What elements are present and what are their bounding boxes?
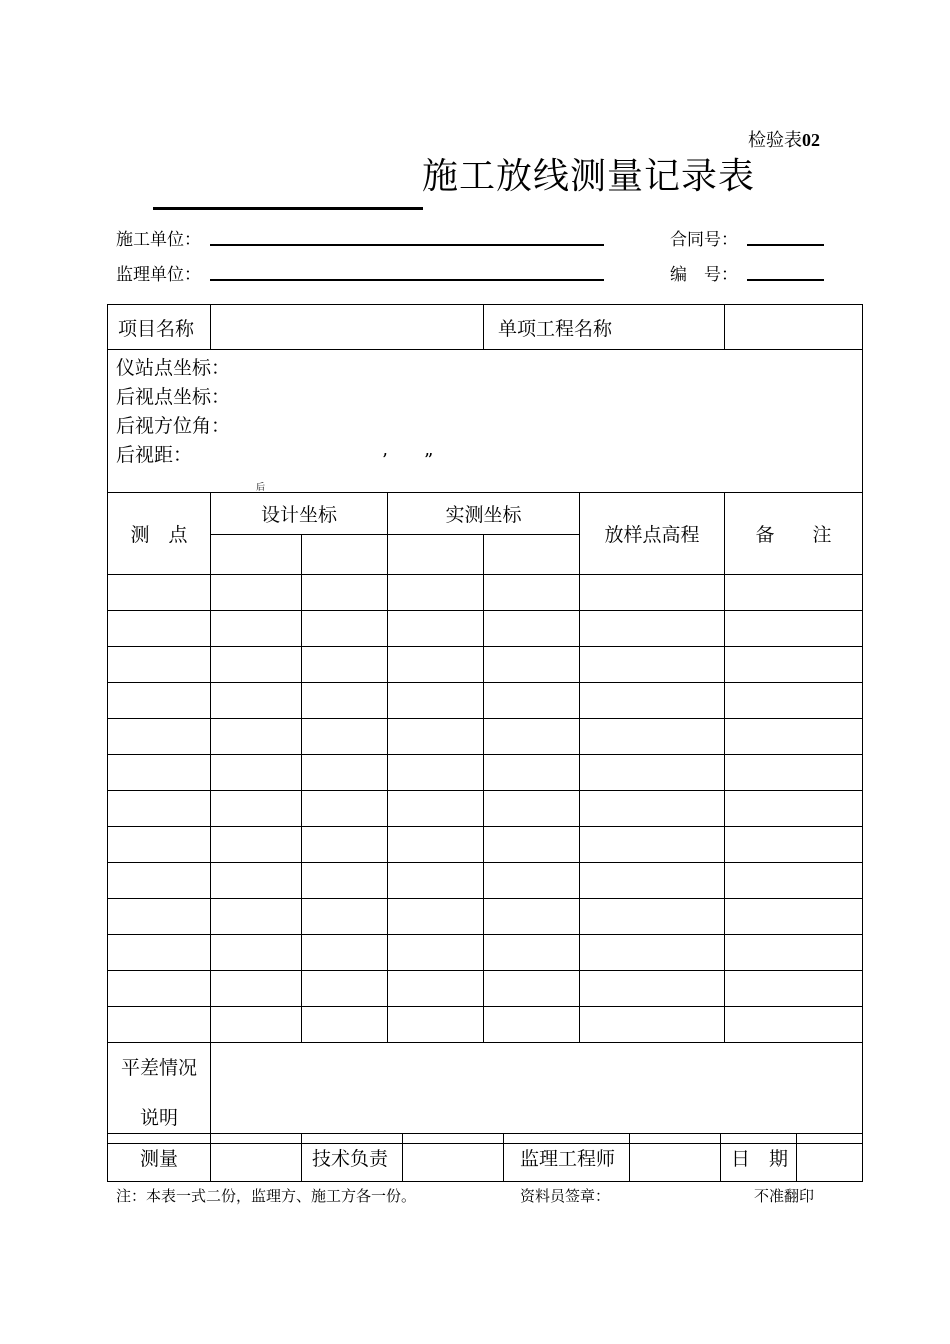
coordinates-block[interactable] <box>108 350 863 493</box>
remark-cell[interactable] <box>725 971 863 1007</box>
table-row <box>108 719 863 755</box>
measured-x-cell[interactable] <box>388 575 484 611</box>
measured-x-cell[interactable] <box>388 683 484 719</box>
design-x-cell[interactable] <box>211 863 302 899</box>
supervision-unit-label: 监理单位： <box>116 265 201 285</box>
remark-cell[interactable] <box>725 611 863 647</box>
elevation-cell[interactable] <box>580 899 725 935</box>
point-cell[interactable] <box>108 575 211 611</box>
remark-cell[interactable] <box>725 899 863 935</box>
table-row <box>108 1007 863 1043</box>
second-mark: ” <box>424 450 434 471</box>
title-underline <box>153 207 423 210</box>
design-x-cell[interactable] <box>211 1007 302 1043</box>
measured-y-cell[interactable] <box>484 863 580 899</box>
design-x-cell[interactable] <box>211 575 302 611</box>
design-y-cell[interactable] <box>302 611 388 647</box>
col-elevation-header: 放样点高程 <box>580 493 725 575</box>
sign-date-cell[interactable] <box>797 1134 863 1182</box>
design-y-subheader[interactable] <box>302 535 388 575</box>
design-y-cell[interactable] <box>302 683 388 719</box>
backsight-azimuth-label: 后视方位角： <box>116 415 231 437</box>
table-row <box>108 791 863 827</box>
remark-cell[interactable] <box>725 683 863 719</box>
sign-tech-label: 技术负责 <box>302 1134 403 1182</box>
measured-y-cell[interactable] <box>484 683 580 719</box>
design-x-subheader[interactable] <box>211 535 302 575</box>
backsight-distance-label: 后视距： <box>116 444 193 466</box>
measured-y-cell[interactable] <box>484 827 580 863</box>
measured-x-cell[interactable] <box>388 971 484 1007</box>
deviation-label-line1: 平差情况 <box>120 1057 197 1079</box>
construction-unit-label: 施工单位： <box>116 230 201 250</box>
col-measured-header: 实测坐标 <box>388 493 580 535</box>
table-row <box>108 827 863 863</box>
elevation-cell[interactable] <box>580 791 725 827</box>
point-cell[interactable] <box>108 611 211 647</box>
point-cell[interactable] <box>108 683 211 719</box>
measured-y-cell[interactable] <box>484 755 580 791</box>
deviation-row <box>108 1043 863 1144</box>
project-name-cell[interactable] <box>211 305 484 350</box>
serial-no-label: 编 号： <box>670 265 738 285</box>
design-x-cell[interactable] <box>211 611 302 647</box>
measured-x-cell[interactable] <box>388 719 484 755</box>
design-y-cell[interactable] <box>302 1007 388 1043</box>
project-name-label: 项目名称 <box>108 305 211 350</box>
remark-cell[interactable] <box>725 719 863 755</box>
elevation-cell[interactable] <box>580 827 725 863</box>
deviation-label-line2: 说明 <box>139 1107 178 1129</box>
design-x-cell[interactable] <box>211 647 302 683</box>
sign-engineer-cell[interactable] <box>630 1134 721 1182</box>
design-x-cell[interactable] <box>211 755 302 791</box>
design-y-cell[interactable] <box>302 899 388 935</box>
backsight-coord-label: 后视点坐标： <box>116 386 231 408</box>
sign-tech-cell[interactable] <box>403 1134 504 1182</box>
measured-y-cell[interactable] <box>484 611 580 647</box>
measured-y-cell[interactable] <box>484 791 580 827</box>
table-row <box>108 611 863 647</box>
design-y-cell[interactable] <box>302 827 388 863</box>
project-name-row <box>108 305 863 350</box>
point-cell[interactable] <box>108 863 211 899</box>
design-x-cell[interactable] <box>211 899 302 935</box>
point-cell[interactable] <box>108 1007 211 1043</box>
design-x-cell[interactable] <box>211 971 302 1007</box>
sign-engineer-label: 监理工程师 <box>504 1134 630 1182</box>
design-y-cell[interactable] <box>302 755 388 791</box>
point-cell[interactable] <box>108 755 211 791</box>
measured-y-subheader[interactable] <box>484 535 580 575</box>
serial-no-field[interactable] <box>747 279 824 281</box>
col-design-header: 设计坐标 <box>211 493 388 535</box>
design-x-cell[interactable] <box>211 683 302 719</box>
sub-project-cell[interactable] <box>725 305 863 350</box>
point-cell[interactable] <box>108 647 211 683</box>
column-header-row <box>108 493 863 535</box>
measured-y-cell[interactable] <box>484 647 580 683</box>
remark-cell[interactable] <box>725 575 863 611</box>
supervision-unit-field[interactable] <box>210 279 604 281</box>
point-cell[interactable] <box>108 827 211 863</box>
footer-no-copy: 不准翻印 <box>754 1187 815 1205</box>
point-cell[interactable] <box>108 971 211 1007</box>
measured-x-cell[interactable] <box>388 791 484 827</box>
design-x-cell[interactable] <box>211 827 302 863</box>
footer-note: 注：本表一式二份，监理方、施工方各一份。 <box>116 1187 417 1205</box>
point-cell[interactable] <box>108 935 211 971</box>
measured-y-cell[interactable] <box>484 971 580 1007</box>
design-y-cell[interactable] <box>302 575 388 611</box>
design-y-cell[interactable] <box>302 971 388 1007</box>
contract-no-label: 合同号： <box>670 230 738 250</box>
elevation-cell[interactable] <box>580 863 725 899</box>
table-row <box>108 683 863 719</box>
measured-x-cell[interactable] <box>388 647 484 683</box>
design-y-cell[interactable] <box>302 791 388 827</box>
elevation-cell[interactable] <box>580 575 725 611</box>
measured-x-subheader[interactable] <box>388 535 484 575</box>
footer-archivist-label: 资料员签章： <box>520 1187 611 1205</box>
measured-x-cell[interactable] <box>388 827 484 863</box>
signature-table <box>107 1133 863 1182</box>
contract-no-field[interactable] <box>747 244 824 246</box>
elevation-cell[interactable] <box>580 647 725 683</box>
table-row <box>108 971 863 1007</box>
table-row <box>108 899 863 935</box>
col-point-header: 测 点 <box>108 493 211 575</box>
elevation-cell[interactable] <box>580 1007 725 1043</box>
measured-x-cell[interactable] <box>388 611 484 647</box>
minute-mark: ’ <box>382 450 388 471</box>
survey-record-table <box>107 304 863 1144</box>
elevation-cell[interactable] <box>580 755 725 791</box>
measured-x-cell[interactable] <box>388 935 484 971</box>
elevation-cell[interactable] <box>580 683 725 719</box>
remark-cell[interactable] <box>725 863 863 899</box>
table-row <box>108 863 863 899</box>
tiny-note: 后 <box>256 483 266 493</box>
design-y-cell[interactable] <box>302 863 388 899</box>
design-x-cell[interactable] <box>211 719 302 755</box>
table-row <box>108 935 863 971</box>
form-number <box>748 126 820 152</box>
remark-cell[interactable] <box>725 791 863 827</box>
sign-measure-label: 测量 <box>108 1134 211 1182</box>
form-number-value: 02 <box>802 130 820 150</box>
measured-x-cell[interactable] <box>388 899 484 935</box>
remark-cell[interactable] <box>725 827 863 863</box>
point-cell[interactable] <box>108 899 211 935</box>
construction-unit-field[interactable] <box>210 244 604 246</box>
measured-x-cell[interactable] <box>388 755 484 791</box>
sub-project-label: 单项工程名称 <box>484 305 725 350</box>
design-y-cell[interactable] <box>302 647 388 683</box>
measured-y-cell[interactable] <box>484 719 580 755</box>
page-title: 施工放线测量记录表 <box>422 156 756 197</box>
elevation-cell[interactable] <box>580 935 725 971</box>
measured-y-cell[interactable] <box>484 1007 580 1043</box>
measured-y-cell[interactable] <box>484 575 580 611</box>
form-number-prefix: 检验表 <box>748 130 802 151</box>
table-row <box>108 755 863 791</box>
station-coord-label: 仪站点坐标： <box>116 357 231 379</box>
coordinates-row <box>108 350 863 493</box>
elevation-cell[interactable] <box>580 719 725 755</box>
remark-cell[interactable] <box>725 1007 863 1043</box>
design-x-cell[interactable] <box>211 935 302 971</box>
sign-date-label: 日 期 <box>721 1134 797 1182</box>
table-row <box>108 575 863 611</box>
deviation-content[interactable] <box>211 1043 863 1144</box>
point-cell[interactable] <box>108 719 211 755</box>
sign-measure-cell[interactable] <box>211 1134 302 1182</box>
remark-cell[interactable] <box>725 935 863 971</box>
design-y-cell[interactable] <box>302 935 388 971</box>
measured-y-cell[interactable] <box>484 899 580 935</box>
signature-row <box>108 1134 863 1182</box>
elevation-cell[interactable] <box>580 971 725 1007</box>
remark-cell[interactable] <box>725 755 863 791</box>
table-row <box>108 647 863 683</box>
measured-x-cell[interactable] <box>388 863 484 899</box>
measured-y-cell[interactable] <box>484 935 580 971</box>
point-cell[interactable] <box>108 791 211 827</box>
measured-x-cell[interactable] <box>388 1007 484 1043</box>
remark-cell[interactable] <box>725 647 863 683</box>
col-remark-header: 备 注 <box>725 493 863 575</box>
design-x-cell[interactable] <box>211 791 302 827</box>
deviation-label <box>108 1043 211 1144</box>
elevation-cell[interactable] <box>580 611 725 647</box>
design-y-cell[interactable] <box>302 719 388 755</box>
